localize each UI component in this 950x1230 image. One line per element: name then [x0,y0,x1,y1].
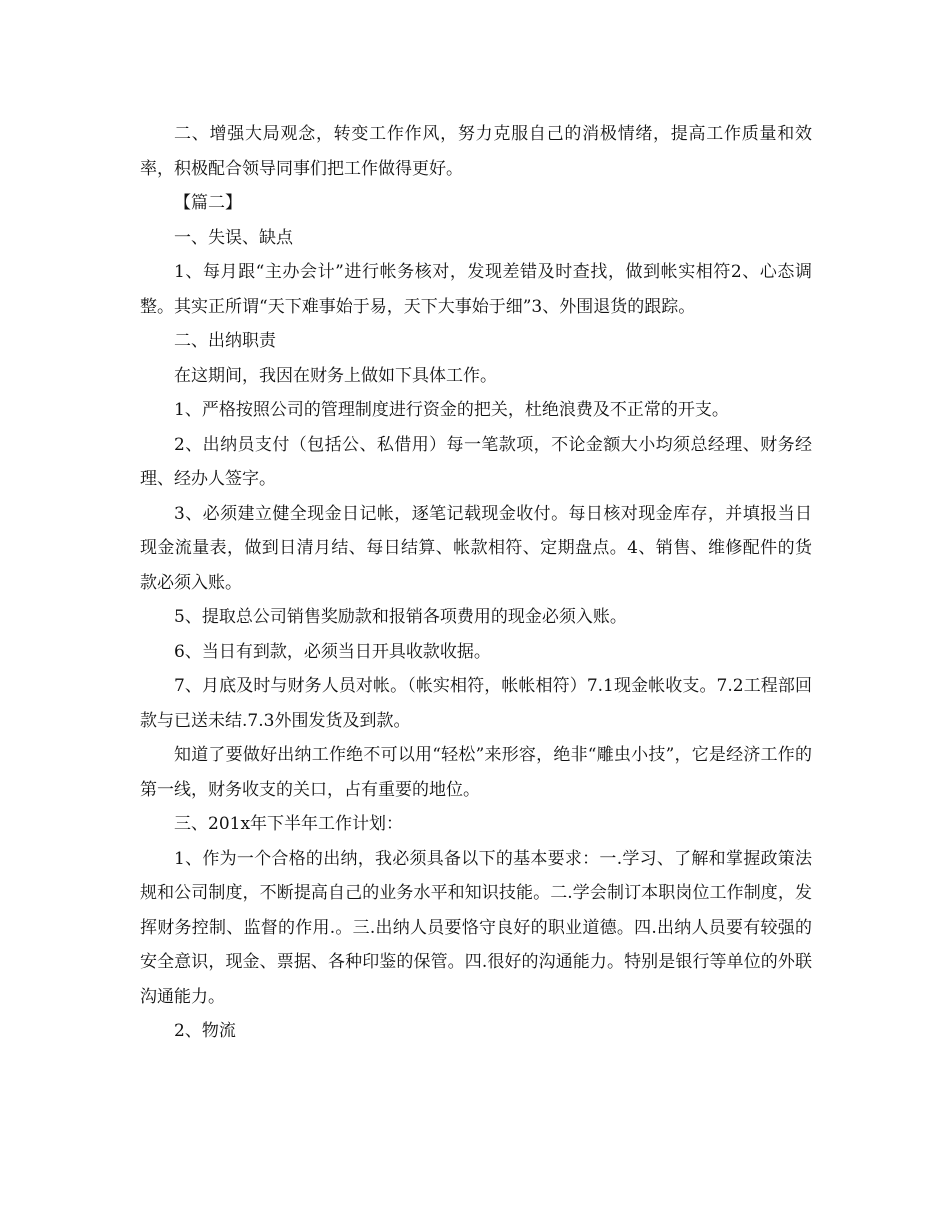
paragraph-duty-6: 6、当日有到款，必须当日开具收款收据。 [174,641,491,662]
paragraph-duty-5: 5、提取总公司销售奖励款和报销各项费用的现金必须入账。 [174,607,627,627]
heading-mistakes-shortcomings: 一、失误、缺点 [174,227,293,248]
heading-work-plan: 三、201x年下半年工作计划： [174,814,404,834]
paragraph-plan-requirements: 1、作为一个合格的出纳，我必须具备以下的基本要求：一.学习、了解和掌握政策法规和公司制度，不断提高自己的业务水平和知识技能。二.学会制订本职岗位工作制度，发挥财务控制、监督的作用.。三.出纳人员要恪守良好的职业道德。四.出纳人员要有较强的安全意识，现金、票据、各种印鉴的保管。四.很好的沟通能力。特别是银行等单位的外联沟通能力。 [140,848,812,1007]
paragraph-monthly-reconciliation: 1、每月跟“主办会计”进行帐务核对，发现差错及时查找，做到帐实相符2、心态调整。其实正所谓“天下难事始于易，天下大事始于细”3、外围退货的跟踪。 [140,262,812,317]
heading-cashier-duties: 二、出纳职责 [174,331,276,351]
paragraph-work-intro: 在这期间，我因在财务上做如下具体工作。 [174,365,497,386]
paragraph-duty-1: 1、严格按照公司的管理制度进行资金的把关，杜绝浪费及不正常的开支。 [174,400,729,420]
paragraph-duty-2: 2、出纳员支付（包括公、私借用）每一笔款项，不论金额大小均须总经理、财务经理、经办人签字。 [140,434,812,489]
paragraph-duty-3: 3、必须建立健全现金日记帐，逐笔记载现金收付。每日核对现金库存，并填报当日现金流量表，做到日清月结、每日结算、帐款相符、定期盘点。4、销售、维修配件的货款必须入账。 [140,503,812,593]
paragraph-cashier-importance: 知道了要做好出纳工作绝不可以用“轻松”来形容，绝非“雕虫小技”，它是经济工作的第一线，财务收支的关口，占有重要的地位。 [140,745,812,800]
paragraph-enhance-overall-view: 二、增强大局观念，转变工作作风，努力克服自己的消极情绪，提高工作质量和效率，积极配合领导同事们把工作做得更好。 [140,124,812,179]
paragraph-logistics: 2、物流 [174,1021,236,1041]
section-heading-part-two: 【篇二】 [174,193,242,213]
document-body [140,117,812,1049]
paragraph-duty-7: 7、月底及时与财务人员对帐。（帐实相符，帐帐相符）7.1现金帐收支。7.2工程部回款与已送未结.7.3外围发货及到款。 [140,676,812,731]
